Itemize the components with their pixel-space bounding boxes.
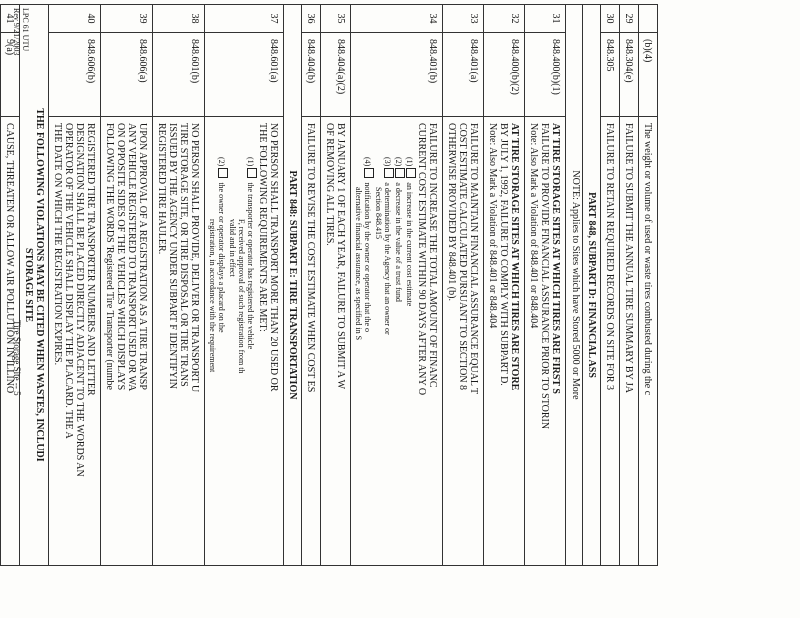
item-mark: (4) <box>363 157 372 167</box>
row-line: OPERATOR OF THE VEHICLE SHALL DISPLAY THE PLACARD. THE A <box>63 123 74 439</box>
row-citation: 848.401(b) <box>351 33 442 117</box>
item-mark: (2) <box>217 157 226 167</box>
form-identifier <box>12 8 30 55</box>
row-line: THE DATE ON WHICH THE REGISTRATION EXPIRES. <box>52 123 63 366</box>
table-row <box>638 5 657 565</box>
table-row <box>320 5 350 565</box>
violations-table <box>0 4 658 566</box>
form-id-line: LPC 61 UTU <box>21 8 30 52</box>
sub-item <box>383 123 394 559</box>
row-citation: 848.400(b)(1) <box>525 33 565 117</box>
item-text: an increase in the current cost estimate <box>405 182 414 307</box>
row-citation: 848.404(a)(2) <box>321 33 350 117</box>
row-number: 33 <box>443 5 483 33</box>
part-d-heading: PART 848, SUBPART D: FINANCIAL ASS <box>582 5 600 565</box>
item-text: a determination by the Agency that an owner or <box>383 182 392 335</box>
row-citation: 9(a) <box>1 33 19 117</box>
row-text <box>484 117 524 565</box>
row-line: DESIGNATION SHALL BE PLACED DIRECTLY ADJACENT TO THE WORDS AN <box>74 123 85 477</box>
row-text <box>443 117 483 565</box>
row-line: REGISTERED TIRE TRANSPORTER NUMBERS AND LETTER <box>85 123 96 396</box>
checkbox-icon <box>247 168 257 178</box>
part-e-heading: PART 848: SUBPART E: TIRE TRANSPORTATION <box>283 5 301 565</box>
row-number: 38 <box>153 5 204 33</box>
checkbox-icon <box>218 168 228 178</box>
row-line: CURRENT COST ESTIMATE WITHIN 90 DAYS AFTER ANY O <box>416 123 427 396</box>
item-text: the transporter or operator has registered the vehicle <box>246 182 255 350</box>
row-number: 39 <box>101 5 152 33</box>
row-text: CAUSE, THREATEN OR ALLOW AIR POLLUTION IN ILLINO <box>4 123 15 394</box>
item-mark: (3) <box>383 157 392 167</box>
row-citation: (b)(4) <box>639 33 657 117</box>
row-line: Note: Also Mark a Violation of 848.401 or 848.404 <box>487 123 498 329</box>
row-number: 34 <box>351 5 442 33</box>
row-text <box>525 117 565 565</box>
part-d-note: NOTE: Applies to Sites which have Stored 5000 or More <box>565 5 582 565</box>
heading-line: THE FOLLOWING VIOLATIONS MAY BE CITED WHEN WASTES, INCLUDI <box>34 108 45 462</box>
row-citation: 848.404(b) <box>302 33 320 117</box>
row-number: 32 <box>484 5 524 33</box>
row-number <box>639 5 657 33</box>
table-row <box>204 5 283 565</box>
row-line: AT TIRE STORAGE SITES AT WHICH TIRES ARE FIRST S <box>550 123 561 394</box>
row-text <box>302 117 320 565</box>
heading-line: STORAGE SITE <box>23 247 34 322</box>
row-citation: 848.606(b) <box>49 33 100 117</box>
row-number: 36 <box>302 5 320 33</box>
checkbox-icon <box>395 168 405 178</box>
row-number: 31 <box>525 5 565 33</box>
table-row <box>524 5 565 565</box>
row-number: 29 <box>620 5 638 33</box>
item-text: notification by the owner or operator that the o <box>363 182 372 333</box>
table-row <box>350 5 442 565</box>
table-row <box>48 5 100 565</box>
item-text: registration, in accordance with the requirement <box>208 219 217 373</box>
item-text: valid and in effect <box>228 219 237 277</box>
checkbox-icon <box>364 168 374 178</box>
row-line: FAILURE TO REVISE THE COST ESTIMATE WHEN COST ES <box>305 123 316 393</box>
row-line: FAILURE TO PROVIDE FINANCIAL ASSURANCE PRIOR TO STORIN <box>539 123 550 430</box>
row-line: Note: Also Mark a Violation of 848.401 or 848.404 <box>528 123 539 329</box>
form-id-line: Rev 9/21/2003 <box>12 8 21 56</box>
row-line: OF REMOVING ALL TIRES. <box>324 123 335 246</box>
table-row <box>619 5 638 565</box>
row-line: TIRE STORAGE SITE, OR TIRE DISPOSAL OR TIRE TRANS <box>178 123 189 387</box>
checkbox-icon <box>384 168 394 178</box>
row-line: ON OPPOSITE SIDES OF THE VEHICLES WHICH DISPLAYS <box>115 123 126 391</box>
row-number: 37 <box>205 5 283 33</box>
following-violations-heading <box>19 5 48 565</box>
row-line: NO PERSON SHALL PROVIDE, DELIVER OR TRANSPORT U <box>189 123 200 393</box>
row-line: COST ESTIMATE CALCULATED PURSUANT TO SECTION 8 <box>457 123 468 391</box>
checkbox-icon <box>406 168 416 178</box>
item-text: the owner or operator displays a placard on the <box>217 182 226 333</box>
item-text: alternative financial assurance, as specified in S <box>354 187 363 341</box>
page-footer: Tire Storage Site -- 5 <box>12 320 22 396</box>
table-row <box>0 5 19 565</box>
row-line: THE FOLLOWING REQUIREMENTS ARE MET: <box>257 123 268 332</box>
row-text <box>153 117 204 565</box>
row-number: 30 <box>601 5 619 33</box>
row-citation: 848.400(b)(2) <box>484 33 524 117</box>
row-line: BY JULY 1, 1992, FAILURE TO COMPLY WITH SUBPART D. <box>498 123 509 386</box>
item-text: a decrease in the value of a trust fund <box>394 182 403 302</box>
table-row <box>483 5 524 565</box>
row-line: OTHERWISE PROVIDED BY 848.401 (b). <box>446 123 457 301</box>
row-citation: 848.305 <box>601 33 619 117</box>
row-line: FAILURE TO INCREASE THE TOTAL AMOUNT OF FINANC <box>427 123 438 388</box>
sub-item <box>363 123 374 559</box>
row-text <box>321 117 350 565</box>
row-line: AT TIRE STORAGE SITES AT WHICH TIRES ARE STORE <box>509 123 520 391</box>
table-row <box>100 5 152 565</box>
row-line: NO PERSON SHALL TRANSPORT MORE THAN 20 USED OR <box>268 123 279 392</box>
row-text: FAILURE TO RETAIN REQUIRED RECORDS ON SITE FOR 3 <box>604 123 615 390</box>
row-line: FOLLOWING THE WORDS 'Registered Tire Transporter (numbe <box>104 123 115 390</box>
item-mark: (1) <box>246 157 255 167</box>
item-text: Section 848.415 <box>374 187 383 239</box>
row-number: 41 <box>1 5 19 33</box>
sub-item <box>217 123 228 559</box>
row-number: 35 <box>321 5 350 33</box>
row-citation: 848.606(a) <box>101 33 152 117</box>
row-citation: 848.401(a) <box>443 33 483 117</box>
row-citation: 848.304(e) <box>620 33 638 117</box>
table-row <box>301 5 320 565</box>
sub-item <box>394 123 405 559</box>
row-text <box>205 117 283 565</box>
table-row <box>600 5 619 565</box>
table-row <box>152 5 204 565</box>
row-text <box>49 117 100 565</box>
row-citation: 848.601(a) <box>205 33 283 117</box>
item-mark: (2) <box>394 157 403 167</box>
row-text <box>351 117 442 565</box>
item-mark: (1) <box>405 157 414 167</box>
sub-item <box>246 123 257 559</box>
row-line: ANY VEHICLE REGISTERED TO TRANSPORT USED OR WA <box>126 123 137 392</box>
row-number: 40 <box>49 5 100 33</box>
row-line: FAILURE TO MAINTAIN FINANCIAL ASSURANCE EQUAL T <box>468 123 479 395</box>
row-text <box>101 117 152 565</box>
row-citation: 848.601(b) <box>153 33 204 117</box>
row-line: REGISTERED TIRE HAULER. <box>156 123 167 255</box>
row-text: The weight or volume of used or waste tires combusted during the c <box>642 123 653 396</box>
sub-item <box>405 123 416 559</box>
row-line: UPON APPROVAL OF A REGISTRATION AS A TIRE TRANSP <box>137 123 148 390</box>
row-text: FAILURE TO SUBMIT THE ANNUAL TIRE SUMMARY BY JA <box>623 123 634 394</box>
row-line: ISSUED BY THE AGENCY UNDER SUBPART F IDENTIFYIN <box>167 123 178 390</box>
item-text: F, received approval of such registration from th <box>237 219 246 374</box>
row-line: BY JANUARY 1 OF EACH YEAR, FAILURE TO SUBMIT A W <box>335 123 346 390</box>
table-row <box>442 5 483 565</box>
